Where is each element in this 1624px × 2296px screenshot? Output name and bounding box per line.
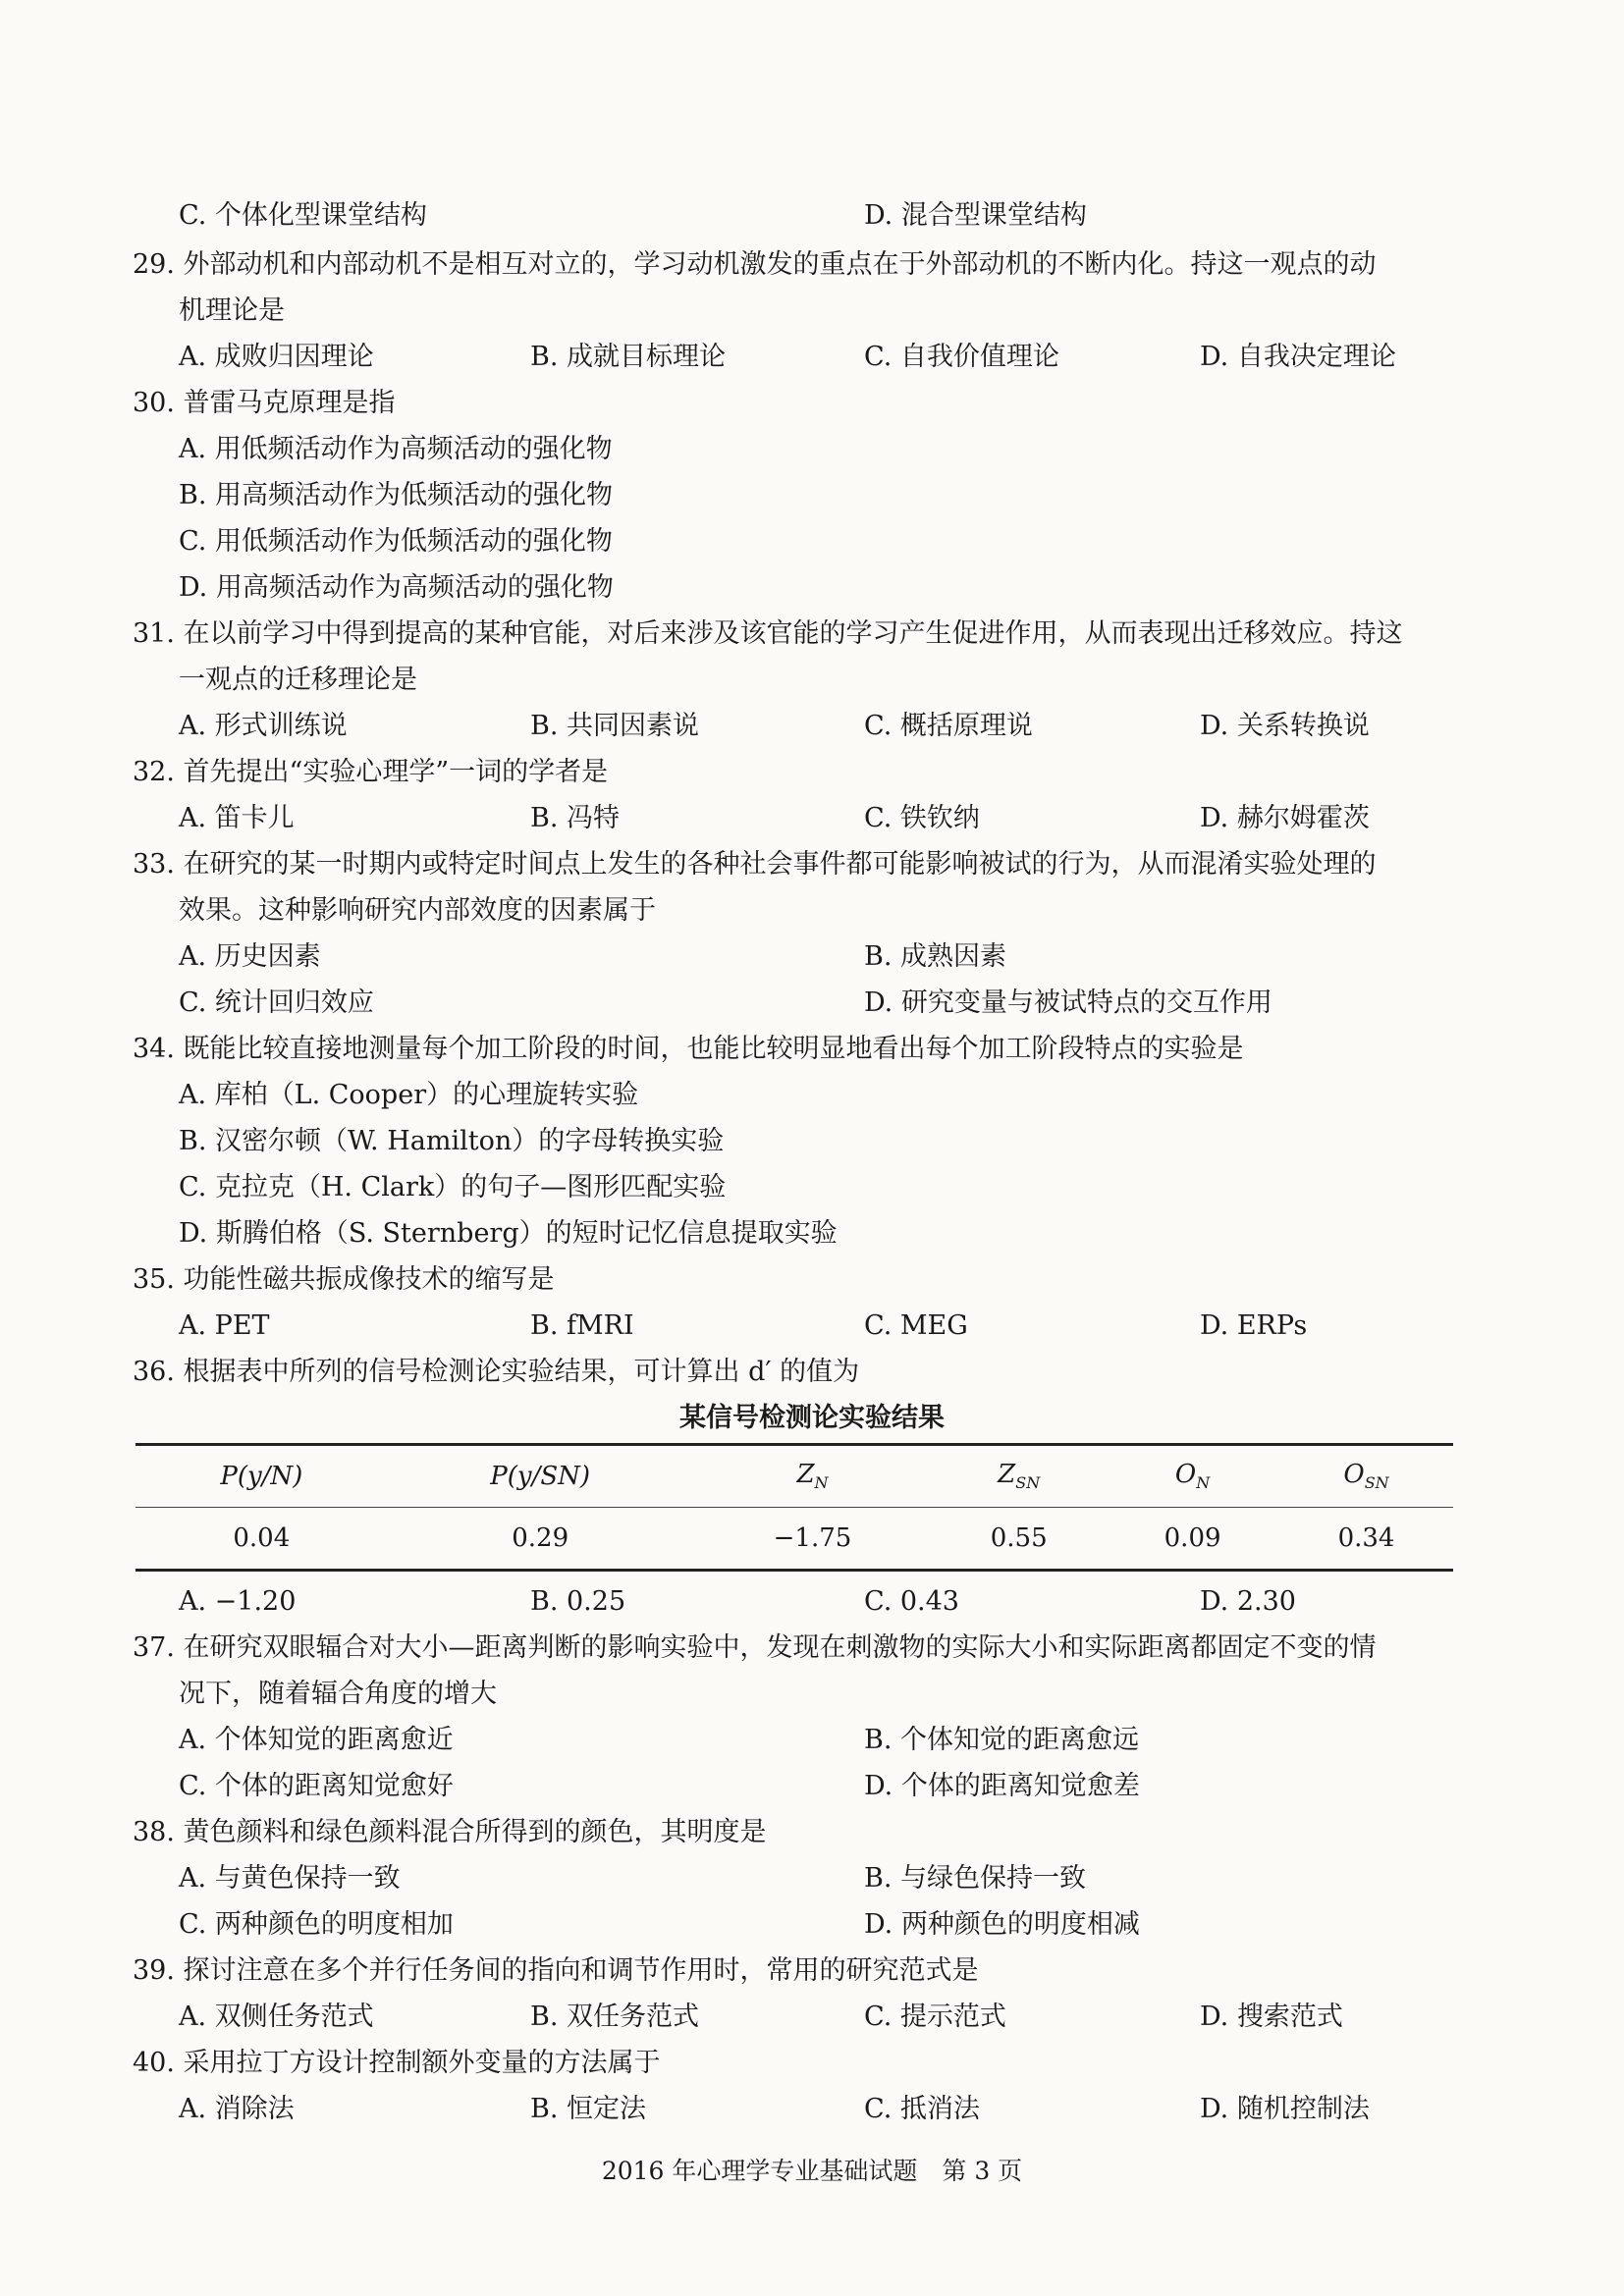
question-30-option-a bbox=[0, 428, 1624, 471]
option-c: C. 个体化型课堂结构 bbox=[179, 200, 427, 231]
option-c: C. 个体的距离知觉愈好 bbox=[179, 1771, 454, 1801]
option-d: D. 混合型课堂结构 bbox=[864, 200, 1087, 231]
option-d: D. 随机控制法 bbox=[1200, 2094, 1370, 2124]
question-37-options-cd bbox=[0, 1765, 1624, 1808]
option-a: A. −1.20 bbox=[179, 1586, 297, 1617]
cell-p-y-sn: 0.29 bbox=[388, 1508, 693, 1571]
question-31 bbox=[0, 613, 1624, 656]
q28-options-row bbox=[0, 194, 1624, 238]
question-text: 32. 首先提出“实验心理学”一词的学者是 bbox=[133, 757, 609, 787]
question-38-options-ab bbox=[0, 1857, 1624, 1900]
option-d: D. 自我决定理论 bbox=[1200, 342, 1396, 372]
table-caption: 某信号检测论实验结果 bbox=[679, 1403, 945, 1433]
option-c: C. 两种颜色的明度相加 bbox=[179, 1909, 454, 1940]
question-text: 况下，随着辐合角度的增大 bbox=[179, 1679, 497, 1709]
option-b: B. 用高频活动作为低频活动的强化物 bbox=[179, 480, 614, 510]
option-b: B. 与绿色保持一致 bbox=[864, 1863, 1087, 1894]
option-b: B. 双任务范式 bbox=[530, 2002, 700, 2032]
option-c: C. 提示范式 bbox=[864, 2002, 1006, 2032]
question-33-options-ab bbox=[0, 935, 1624, 979]
question-35-options bbox=[0, 1305, 1624, 1348]
option-a: A. 与黄色保持一致 bbox=[179, 1863, 401, 1894]
option-d: D. 研究变量与被试特点的交互作用 bbox=[864, 988, 1272, 1018]
question-38 bbox=[0, 1811, 1624, 1854]
table-header-row bbox=[135, 1445, 1453, 1508]
question-text: 机理论是 bbox=[179, 295, 285, 326]
question-29-cont bbox=[0, 290, 1624, 333]
page-footer: 2016 年心理学专业基础试题 第 3 页 bbox=[601, 2157, 1023, 2185]
option-d: D. 2.30 bbox=[1200, 1586, 1296, 1617]
option-d: D. 搜索范式 bbox=[1200, 2002, 1343, 2032]
question-37-options-ab bbox=[0, 1719, 1624, 1762]
question-text: 37. 在研究双眼辐合对大小—距离判断的影响实验中，发现在刺激物的实际大小和实际距离都固定不变的情 bbox=[133, 1632, 1377, 1663]
option-a: A. PET bbox=[179, 1310, 270, 1341]
question-text: 34. 既能比较直接地测量每个加工阶段的时间，也能比较明显地看出每个加工阶段特点的实验是 bbox=[133, 1034, 1244, 1064]
option-a: A. 库柏（L. Cooper）的心理旋转实验 bbox=[179, 1080, 639, 1110]
question-35 bbox=[0, 1258, 1624, 1302]
subscript: N bbox=[814, 1473, 829, 1493]
option-d: D. 赫尔姆霍茨 bbox=[1200, 803, 1370, 833]
question-34-option-c bbox=[0, 1166, 1624, 1209]
question-text: 29. 外部动机和内部动机不是相互对立的，学习动机激发的重点在于外部动机的不断内化。持这一观点的动 bbox=[133, 249, 1377, 280]
question-text: 31. 在以前学习中得到提高的某种官能，对后来涉及该官能的学习产生促进作用，从而表现出迁移效应。持这 bbox=[133, 618, 1403, 649]
option-c: C. MEG bbox=[864, 1310, 968, 1341]
header-z-n: $Z_N$ bbox=[693, 1445, 933, 1508]
option-a: A. 双侧任务范式 bbox=[179, 2002, 374, 2032]
option-d: D. 斯腾伯格（S. Sternberg）的短时记忆信息提取实验 bbox=[179, 1218, 838, 1249]
header-o-n: $O_N$ bbox=[1106, 1445, 1279, 1508]
option-d: D. 关系转换说 bbox=[1200, 711, 1370, 741]
question-29-options bbox=[0, 336, 1624, 379]
question-33-cont bbox=[0, 889, 1624, 933]
question-40-options bbox=[0, 2088, 1624, 2131]
option-d: D. 用高频活动作为高频活动的强化物 bbox=[179, 572, 614, 603]
question-30-option-d bbox=[0, 566, 1624, 610]
option-b: B. 成就目标理论 bbox=[530, 342, 727, 372]
question-38-options-cd bbox=[0, 1903, 1624, 1947]
question-text: 33. 在研究的某一时期内或特定时间点上发生的各种社会事件都可能影响被试的行为，从而混淆实验处理的 bbox=[133, 849, 1377, 880]
option-d: D. ERPs bbox=[1200, 1310, 1308, 1341]
question-40 bbox=[0, 2042, 1624, 2085]
question-37-cont bbox=[0, 1673, 1624, 1716]
question-33 bbox=[0, 843, 1624, 886]
question-text: 效果。这种影响研究内部效度的因素属于 bbox=[179, 895, 656, 926]
question-30-option-b bbox=[0, 474, 1624, 517]
option-c: C. 0.43 bbox=[864, 1586, 959, 1617]
header-p-y-sn: P(y/SN) bbox=[388, 1445, 693, 1508]
question-39-options bbox=[0, 1996, 1624, 2039]
option-c: C. 自我价值理论 bbox=[864, 342, 1059, 372]
option-b: B. 0.25 bbox=[530, 1586, 626, 1617]
option-b: B. 冯特 bbox=[530, 803, 621, 833]
option-c: C. 铁钦纳 bbox=[864, 803, 980, 833]
question-30-option-c bbox=[0, 520, 1624, 563]
question-34 bbox=[0, 1028, 1624, 1071]
subscript: SN bbox=[1015, 1473, 1041, 1493]
cell-z-sn: 0.55 bbox=[932, 1508, 1106, 1571]
cell-o-n: 0.09 bbox=[1106, 1508, 1279, 1571]
question-text: 39. 探讨注意在多个并行任务间的指向和调节作用时，常用的研究范式是 bbox=[133, 1955, 979, 1986]
cell-z-n: −1.75 bbox=[693, 1508, 933, 1571]
question-32 bbox=[0, 751, 1624, 794]
subscript: N bbox=[1196, 1473, 1211, 1493]
question-text: 一观点的迁移理论是 bbox=[179, 665, 417, 695]
signal-detection-table bbox=[135, 1443, 1453, 1572]
question-text: 40. 采用拉丁方设计控制额外变量的方法属于 bbox=[133, 2048, 661, 2078]
option-c: C. 克拉克（H. Clark）的句子—图形匹配实验 bbox=[179, 1172, 727, 1202]
cell-o-sn: 0.34 bbox=[1279, 1508, 1453, 1571]
option-a: A. 笛卡儿 bbox=[179, 803, 295, 833]
question-34-option-b bbox=[0, 1120, 1624, 1163]
question-31-options bbox=[0, 705, 1624, 748]
question-30 bbox=[0, 382, 1624, 425]
question-34-option-d bbox=[0, 1212, 1624, 1255]
option-c: C. 概括原理说 bbox=[864, 711, 1033, 741]
question-34-option-a bbox=[0, 1074, 1624, 1117]
option-a: A. 成败归因理论 bbox=[179, 342, 374, 372]
option-d: D. 个体的距离知觉愈差 bbox=[864, 1771, 1140, 1801]
question-39 bbox=[0, 1949, 1624, 1993]
option-a: A. 历史因素 bbox=[179, 941, 321, 972]
option-a: A. 个体知觉的距离愈近 bbox=[179, 1725, 454, 1755]
option-c: C. 抵消法 bbox=[864, 2094, 980, 2124]
header-p-y-n: P(y/N) bbox=[135, 1445, 388, 1508]
subscript: SN bbox=[1364, 1473, 1389, 1493]
question-text: 30. 普雷马克原理是指 bbox=[133, 388, 396, 418]
question-36-options bbox=[0, 1580, 1624, 1624]
cell-p-y-n: 0.04 bbox=[135, 1508, 388, 1571]
option-b: B. 恒定法 bbox=[530, 2094, 647, 2124]
option-c: C. 用低频活动作为低频活动的强化物 bbox=[179, 526, 613, 557]
question-32-options bbox=[0, 797, 1624, 840]
question-33-options-cd bbox=[0, 982, 1624, 1025]
option-b: B. 汉密尔顿（W. Hamilton）的字母转换实验 bbox=[179, 1126, 725, 1156]
question-31-cont bbox=[0, 659, 1624, 702]
option-b: B. 个体知觉的距离愈远 bbox=[864, 1725, 1140, 1755]
option-a: A. 形式训练说 bbox=[179, 711, 348, 741]
question-text: 35. 功能性磁共振成像技术的缩写是 bbox=[133, 1264, 555, 1295]
question-text: 36. 根据表中所列的信号检测论实验结果，可计算出 d′ 的值为 bbox=[133, 1357, 860, 1387]
table-row bbox=[135, 1508, 1453, 1571]
question-37 bbox=[0, 1627, 1624, 1670]
header-o-sn: $O_{SN}$ bbox=[1279, 1445, 1453, 1508]
option-a: A. 用低频活动作为高频活动的强化物 bbox=[179, 434, 613, 464]
option-b: B. 成熟因素 bbox=[864, 941, 1007, 972]
question-text: 38. 黄色颜料和绿色颜料混合所得到的颜色，其明度是 bbox=[133, 1817, 767, 1847]
option-b: B. fMRI bbox=[530, 1310, 634, 1341]
question-29 bbox=[0, 243, 1624, 287]
option-d: D. 两种颜色的明度相减 bbox=[864, 1909, 1140, 1940]
header-z-sn: $Z_{SN}$ bbox=[932, 1445, 1106, 1508]
option-a: A. 消除法 bbox=[179, 2094, 295, 2124]
question-36 bbox=[0, 1351, 1624, 1394]
option-b: B. 共同因素说 bbox=[530, 711, 700, 741]
option-c: C. 统计回归效应 bbox=[179, 988, 374, 1018]
